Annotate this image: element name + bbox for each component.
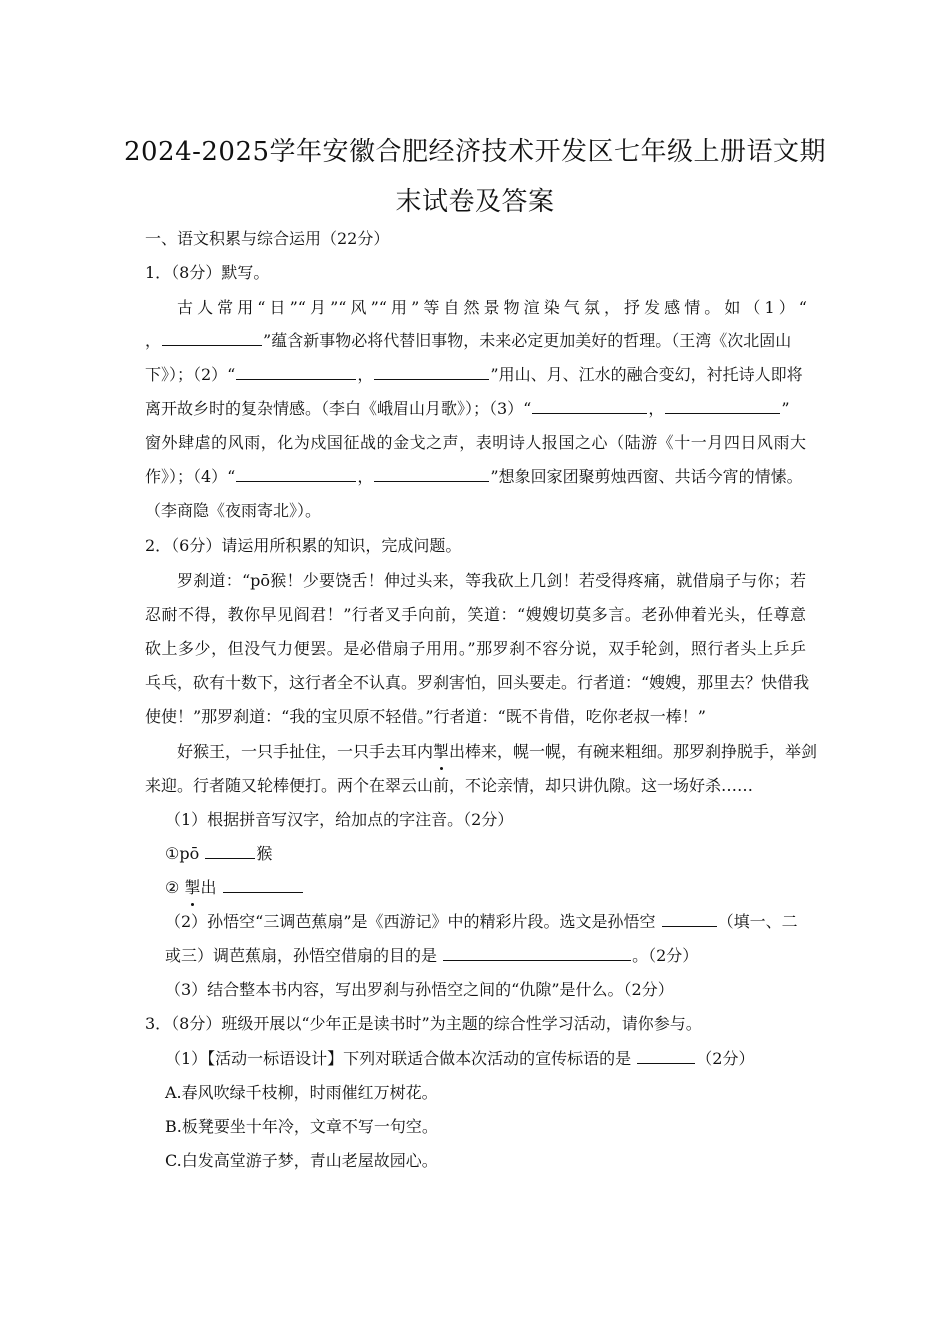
question-1-line-5: 窗外肆虐的风雨，化为戍国征战的金戈之声，表明诗人报国之心（陆游《十一月四日风雨大 — [145, 433, 806, 452]
question-1-line-7: （李商隐《夜雨寄北》）。 — [145, 501, 322, 520]
page-title-line-1: 2024-2025学年安徽合肥经济技术开发区七年级上册语文期 — [123, 137, 827, 167]
question-2-sub-2-line-2: 或三）调芭蕉扇，孙悟空借扇的目的是 。（2分） — [165, 946, 699, 965]
question-1-line-3: 下》）；（2）“ ， ”用山、月、江水的融合变幻，衬托诗人即将 — [145, 365, 803, 384]
option-b: B.板凳要坐十年冷，文章不写一句空。 — [165, 1117, 438, 1136]
question-2-sub-3: （3）结合整本书内容，写出罗刹与孙悟空之间的“仇隙”是什么。（2分） — [165, 980, 674, 999]
answer-blank[interactable] — [637, 1048, 695, 1064]
answer-blank[interactable] — [374, 364, 489, 380]
question-1-line-1: 古人常用“日”“月”“风”“用”等自然景物渲染气氛，抒发感情。如（1）“ — [177, 298, 807, 317]
answer-blank[interactable] — [236, 466, 356, 482]
question-2-sub-1b: ② 掣出 — [165, 877, 304, 899]
passage-line-2: 忍耐不得，教你早见阎君！”行者叉手向前，笑道：“嫂嫂切莫多言。老孙伸着光头，任尊意 — [145, 605, 806, 624]
answer-blank[interactable] — [236, 364, 356, 380]
question-2-stem: 2．（6分）请运用所积累的知识，完成问题。 — [145, 536, 462, 555]
passage-line-7: 来迎。行者随又轮棒便打。两个在翠云山前，不论亲情，却只讲仇隙。这一场好杀…… — [145, 776, 754, 795]
option-c: C.白发高堂游子梦，青山老屋故园心。 — [165, 1151, 438, 1170]
question-3-stem: 3．（8分）班级开展以“少年正是读书时”为主题的综合性学习活动，请你参与。 — [145, 1014, 702, 1033]
answer-blank[interactable] — [532, 398, 647, 414]
answer-blank[interactable] — [223, 877, 303, 893]
question-3-sub-1: （1）【活动一标语设计】下列对联适合做本次活动的宣传标语的是 （2分） — [165, 1049, 755, 1068]
passage-line-4: 乓乓，砍有十数下，这行者全不认真。罗刹害怕，回头要走。行者道：“嫂嫂，那里去？快借我 — [145, 673, 810, 692]
dotted-char: 掣 — [184, 878, 201, 897]
question-2-sub-2-line-1: （2）孙悟空“三调芭蕉扇”是《西游记》中的精彩片段。选文是孙悟空 （填一、二 — [165, 912, 798, 931]
question-2-sub-1a: ①pō 猴 — [165, 844, 273, 863]
section-heading: 一、语文积累与综合运用（22分） — [145, 229, 390, 248]
passage-line-1: 罗刹道：“pō猴！少要饶舌！伸过头来，等我砍上几剑！若受得疼痛，就借扇子与你；若 — [177, 571, 806, 590]
passage-line-6: 好猴王，一只手扯住，一只手去耳内掣出棒来，幌一幌，有碗来粗细。那罗刹挣脱手，举剑 — [177, 742, 818, 761]
answer-blank[interactable] — [665, 398, 780, 414]
question-1-line-6: 作》）；（4）“ ， ”想象回家团聚剪烛西窗、共话今宵的情愫。 — [145, 467, 803, 486]
answer-blank[interactable] — [443, 945, 631, 961]
passage-line-5: 使使！”那罗刹道：“我的宝贝原不轻借。”行者道：“既不肯借，吃你老叔一棒！” — [145, 707, 706, 726]
question-2-sub-1: （1）根据拼音写汉字，给加点的字注音。（2分） — [165, 810, 514, 829]
answer-blank[interactable] — [662, 911, 717, 927]
passage-line-3: 砍上多少，但没气力便罢。是必借扇子用用。”那罗刹不容分说，双手轮剑，照行者头上乒乒 — [145, 639, 806, 658]
question-1-line-2: ， ”蕴含新事物必将代替旧事物，未来必定更加美好的哲理。（王湾《次北固山 — [145, 331, 792, 350]
answer-blank[interactable] — [205, 843, 255, 859]
page-title-line-2: 末试卷及答案 — [395, 187, 555, 217]
answer-blank[interactable] — [162, 330, 262, 346]
question-1-stem: 1．（8分）默写。 — [145, 263, 270, 282]
dotted-char: 掣 — [433, 742, 450, 761]
answer-blank[interactable] — [374, 466, 489, 482]
question-1-line-4: 离开故乡时的复杂情感。（李白《峨眉山月歌》）；（3）“ ， ” — [145, 399, 790, 418]
option-a: A.春风吹绿千枝柳，时雨催红万树花。 — [165, 1083, 438, 1102]
